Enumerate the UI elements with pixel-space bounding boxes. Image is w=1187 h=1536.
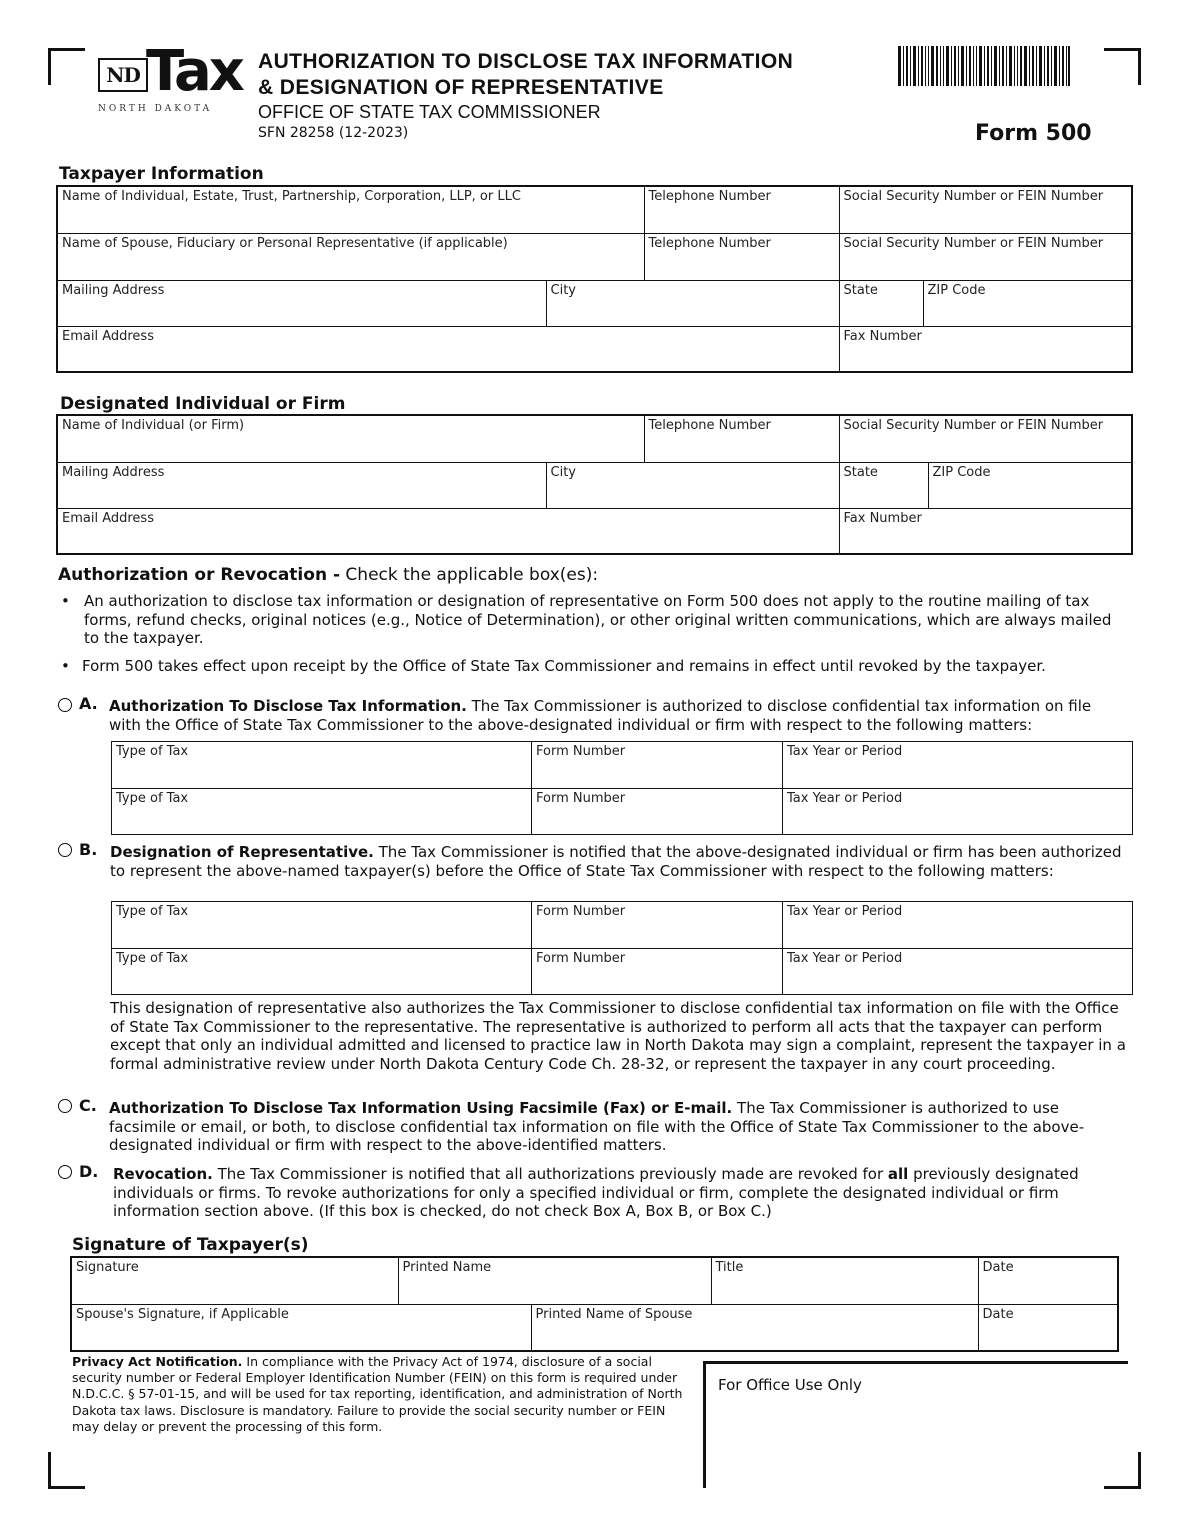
tax-year-label: Tax Year or Period (787, 791, 903, 806)
taxpayer-ssn-field[interactable] (839, 186, 1132, 233)
spouse-name-field[interactable] (57, 233, 644, 280)
spouse-phone-field[interactable] (644, 233, 839, 280)
nd-tax-logo (98, 39, 242, 120)
logo-nd: ND (98, 58, 148, 92)
bullet-dot-2: • (61, 657, 70, 675)
designee-address-field[interactable] (57, 462, 546, 508)
crop-mark-bottom-left (48, 1452, 85, 1489)
form-title-line2: & DESIGNATION OF REPRESENTATIVE (258, 76, 664, 99)
spouse-printed-name-field[interactable] (531, 1304, 978, 1351)
spouse-printed-name-label: Printed Name of Spouse (535, 1306, 693, 1322)
sfn-number: SFN 28258 (12-2023) (258, 125, 409, 141)
option-a-form-number-2[interactable] (532, 789, 783, 835)
signature-section-title: Signature of Taxpayer(s) (72, 1235, 309, 1255)
signature-table (70, 1256, 1119, 1352)
tax-type-label: Type of Tax (116, 791, 189, 806)
option-d-text (113, 1165, 1125, 1221)
form-number-label: Form Number (536, 904, 626, 919)
designee-phone-label: Telephone Number (648, 418, 771, 433)
designee-address-label: Mailing Address (62, 464, 165, 480)
spouse-date-label: Date (982, 1306, 1014, 1322)
designee-city-field[interactable] (546, 462, 839, 508)
spouse-phone-label: Telephone Number (648, 235, 771, 251)
designee-city-label: City (550, 464, 576, 480)
bullet-dot-1: • (61, 592, 70, 610)
taxpayer-phone-field[interactable] (644, 186, 839, 233)
privacy-body: In compliance with the Privacy Act of 1974, disclosure of a social security number or Federal Employer Identification Number (FEIN) on this form is required under N.D.C.C. § 57-01-15, and will be used for tax reporting, identification, and administration of North Dakota tax laws. Disclosure is mandatory. Failure to provide the social security number or FEIN may delay or prevent the processing of this form. (72, 1354, 683, 1434)
bullet-1-text: An authorization to disclose tax information or designation of representative on Form 500 does not apply to the routine mailing of tax forms, refund checks, original notices (e.g., Notice of Determination), or other original written communications, which are always mailed to the taxpayer. (84, 592, 1112, 648)
spouse-name-label: Name of Spouse, Fiduciary or Personal Representative (if applicable) (62, 235, 508, 251)
option-b-tax-type-2[interactable] (112, 949, 532, 995)
tax-type-label: Type of Tax (116, 904, 189, 919)
spouse-signature-label: Spouse's Signature, if Applicable (76, 1306, 289, 1322)
barcode-icon (898, 46, 1070, 86)
date-label: Date (982, 1260, 1014, 1275)
designee-info-table (56, 414, 1133, 555)
option-b-radio[interactable] (58, 843, 72, 857)
authorization-heading-bold: Authorization or Revocation - (58, 565, 341, 585)
option-d-letter: D. (79, 1162, 99, 1181)
taxpayer-address-field[interactable] (57, 280, 546, 326)
option-a-tax-year-2[interactable] (783, 789, 1133, 835)
spouse-date-field[interactable] (978, 1304, 1118, 1351)
option-c-text (109, 1099, 1124, 1155)
designee-phone-field[interactable] (644, 415, 839, 462)
option-a-title: Authorization To Disclose Tax Information. (109, 697, 467, 715)
option-a-tax-type-2[interactable] (112, 789, 532, 835)
designee-zip-field[interactable] (928, 462, 1132, 508)
form-number-label: Form Number (536, 791, 626, 806)
taxpayer-address-label: Mailing Address (62, 282, 165, 298)
crop-mark-top-left (48, 48, 85, 85)
option-d-all: all (887, 1165, 909, 1183)
option-b-tax-year-1[interactable] (783, 902, 1133, 949)
authorization-heading (58, 565, 598, 585)
option-a-body: The Tax Commissioner is authorized to disclose confidential tax information on file with the Office of State Tax Commissioner to the above-designated individual or firm with respect to the following matters: (109, 697, 1092, 734)
taxpayer-city-field[interactable] (546, 280, 839, 326)
option-b-form-number-2[interactable] (532, 949, 783, 995)
privacy-title: Privacy Act Notification. (72, 1354, 243, 1369)
option-b-note: This designation of representative also authorizes the Tax Commissioner to disclose confidential tax information on file with the Office of State Tax Commissioner to the representative. The representative is authorized to perform all acts that the taxpayer can perform except that only an individual admitted and licensed to practice law in North Dakota may sign a complaint, represent the taxpayer in a formal administrative review under North Dakota Century Code Ch. 28-32, or represent the taxpayer in any court proceeding. (110, 999, 1126, 1073)
taxpayer-city-label: City (550, 282, 576, 298)
designee-email-field[interactable] (57, 508, 839, 554)
option-b-letter: B. (79, 840, 98, 859)
option-b-title: Designation of Representative. (110, 843, 374, 861)
title-field[interactable] (711, 1257, 978, 1304)
option-a-text (109, 697, 1127, 734)
taxpayer-email-label: Email Address (62, 328, 154, 344)
option-c-letter: C. (79, 1096, 97, 1115)
designee-email-label: Email Address (62, 510, 154, 526)
option-c-radio[interactable] (58, 1099, 72, 1113)
option-a-form-number-1[interactable] (532, 742, 783, 789)
taxpayer-email-field[interactable] (57, 326, 839, 372)
option-d-body-2: previously designated individuals or firms. To revoke authorizations for only a specified individual or firm, complete the designated individual or firm information section above. (If this box is checked, do not check Box A, Box B, or Box C.) (113, 1165, 1079, 1221)
form-number-label: Form Number (536, 744, 626, 759)
office-use-box (703, 1361, 1128, 1488)
signature-field[interactable] (71, 1257, 398, 1304)
designee-name-field[interactable] (57, 415, 644, 462)
office-name: OFFICE OF STATE TAX COMMISSIONER (258, 102, 601, 122)
tax-type-label: Type of Tax (116, 744, 189, 759)
privacy-act-notification (72, 1354, 684, 1435)
crop-mark-top-right (1104, 48, 1141, 85)
designee-ssn-field[interactable] (839, 415, 1132, 462)
printed-name-label: Printed Name (402, 1260, 492, 1275)
taxpayer-state-field[interactable] (839, 280, 923, 326)
taxpayer-zip-field[interactable] (923, 280, 1132, 326)
taxpayer-section-title: Taxpayer Information (59, 164, 264, 184)
taxpayer-info-table (56, 185, 1133, 373)
option-d-body-1: The Tax Commissioner is notified that all authorizations previously made are revoked for (212, 1165, 888, 1183)
option-b-tax-type-1[interactable] (112, 902, 532, 949)
option-a-letter: A. (79, 694, 98, 713)
taxpayer-name-field[interactable] (57, 186, 644, 233)
option-a-tax-type-1[interactable] (112, 742, 532, 789)
option-a-matters-table (111, 741, 1133, 835)
taxpayer-fax-label: Fax Number (843, 328, 922, 344)
printed-name-field[interactable] (398, 1257, 711, 1304)
taxpayer-zip-label: ZIP Code (927, 282, 986, 298)
tax-year-label: Tax Year or Period (787, 904, 903, 919)
form-number-label: Form Number (536, 951, 626, 966)
option-b-matters-table (111, 901, 1133, 995)
designee-zip-label: ZIP Code (932, 464, 991, 480)
option-b-text (110, 843, 1125, 880)
taxpayer-ssn-label: Social Security Number or FEIN Number (843, 189, 1104, 204)
spouse-ssn-field[interactable] (839, 233, 1132, 280)
logo-tax: Tax (146, 39, 242, 104)
tax-type-label: Type of Tax (116, 951, 189, 966)
bullet-2-text: Form 500 takes effect upon receipt by the Office of State Tax Commissioner and remains in effect until revoked by the taxpayer. (82, 657, 1046, 675)
authorization-heading-rest: Check the applicable box(es): (340, 565, 599, 585)
option-a-radio[interactable] (58, 698, 72, 712)
designee-state-label: State (843, 464, 878, 480)
form-number: Form 500 (975, 121, 1092, 146)
taxpayer-name-label: Name of Individual, Estate, Trust, Partnership, Corporation, LLP, or LLC (62, 189, 521, 204)
taxpayer-state-label: State (843, 282, 878, 298)
title-label: Title (715, 1260, 744, 1275)
option-b-form-number-1[interactable] (532, 902, 783, 949)
option-d-title: Revocation. (113, 1165, 213, 1183)
tax-year-label: Tax Year or Period (787, 951, 903, 966)
signature-label: Signature (76, 1260, 139, 1275)
option-c-body: The Tax Commissioner is authorized to use facsimile or email, or both, to disclose confidential tax information on file with the Office of State Tax Commissioner to the above-designated individual or firm with respect to the above-identified matters. (109, 1099, 1085, 1155)
logo-state: NORTH DAKOTA (98, 104, 213, 114)
designee-section-title: Designated Individual or Firm (60, 394, 346, 414)
designee-ssn-label: Social Security Number or FEIN Number (843, 418, 1104, 433)
designee-name-label: Name of Individual (or Firm) (62, 418, 245, 433)
designee-fax-label: Fax Number (843, 510, 922, 526)
option-c-title: Authorization To Disclose Tax Information Using Facsimile (Fax) or E-mail. (109, 1099, 733, 1117)
designee-state-field[interactable] (839, 462, 928, 508)
date-field[interactable] (978, 1257, 1118, 1304)
option-d-radio[interactable] (58, 1165, 72, 1179)
option-a-tax-year-1[interactable] (783, 742, 1133, 789)
spouse-signature-field[interactable] (71, 1304, 531, 1351)
designee-fax-field[interactable] (839, 508, 1132, 554)
form-title-line1: AUTHORIZATION TO DISCLOSE TAX INFORMATION (258, 50, 794, 73)
tax-year-label: Tax Year or Period (787, 744, 903, 759)
office-use-label: For Office Use Only (718, 1376, 862, 1394)
taxpayer-fax-field[interactable] (839, 326, 1132, 372)
spouse-ssn-label: Social Security Number or FEIN Number (843, 235, 1104, 251)
option-b-tax-year-2[interactable] (783, 949, 1133, 995)
taxpayer-phone-label: Telephone Number (648, 189, 771, 204)
option-b-body: The Tax Commissioner is notified that the above-designated individual or firm has been authorized to represent the above-named taxpayer(s) before the Office of State Tax Commissioner with respect to the following matters: (110, 843, 1122, 880)
